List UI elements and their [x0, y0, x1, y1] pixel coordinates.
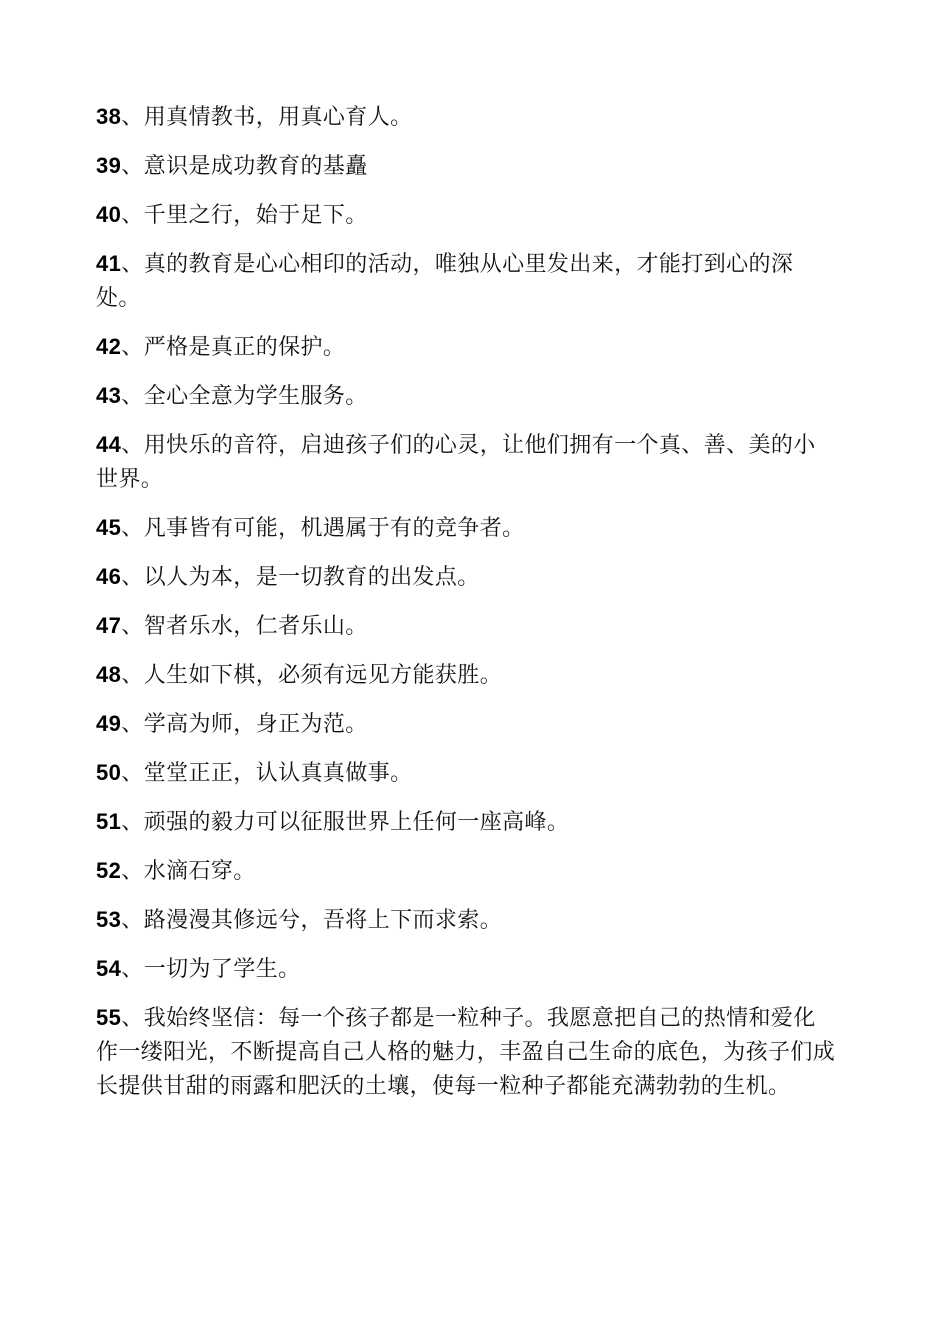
quote-item: [96, 952, 836, 987]
quote-text: 一切为了学生。: [143, 957, 301, 982]
quote-text: 水滴石穿。: [143, 859, 256, 884]
quote-number: 47: [96, 613, 122, 638]
quote-number: 38: [96, 104, 122, 129]
quote-item: [96, 100, 836, 135]
quote-number: 46: [96, 564, 122, 589]
quote-text: 人生如下棋，必须有远见方能获胜。: [143, 663, 503, 688]
quote-text: 凡事皆有可能，机遇属于有的竞争者。: [143, 516, 525, 541]
quote-number: 52: [96, 858, 122, 883]
quote-text: 以人为本，是一切教育的出发点。: [143, 565, 480, 590]
quote-number: 43: [96, 383, 122, 408]
quote-number: 51: [96, 809, 122, 834]
quote-text: 学高为师，身正为范。: [143, 712, 368, 737]
quote-number: 39: [96, 153, 122, 178]
quote-separator: 、: [121, 154, 144, 179]
document-page: [96, 100, 836, 1118]
quote-text: 用快乐的音符，启迪孩子们的心灵，让他们拥有一个真、善、美的小世界。: [96, 433, 816, 492]
quote-item: [96, 805, 836, 840]
quote-item: [96, 428, 836, 497]
quote-text: 顽强的毅力可以征服世界上任何一座高峰。: [143, 810, 570, 835]
quote-separator: 、: [121, 957, 144, 982]
quote-separator: 、: [121, 203, 144, 228]
quote-separator: 、: [121, 810, 144, 835]
quote-number: 53: [96, 907, 122, 932]
quote-item: [96, 247, 836, 316]
quote-item: [96, 658, 836, 693]
quote-separator: 、: [121, 712, 144, 737]
quote-text: 全心全意为学生服务。: [143, 384, 368, 409]
quote-text: 严格是真正的保护。: [143, 335, 346, 360]
quote-separator: 、: [121, 908, 144, 933]
quote-text: 真的教育是心心相印的活动，唯独从心里发出来，才能打到心的深处。: [96, 252, 794, 311]
quote-number: 40: [96, 202, 122, 227]
quote-number: 49: [96, 711, 122, 736]
quote-item: [96, 756, 836, 791]
quote-text: 意识是成功教育的基矗: [143, 154, 368, 179]
quote-item: [96, 854, 836, 889]
quote-separator: 、: [121, 105, 144, 130]
quote-item: [96, 511, 836, 546]
quote-separator: 、: [121, 384, 144, 409]
quote-item: [96, 609, 836, 644]
quote-number: 54: [96, 956, 122, 981]
quote-separator: 、: [121, 565, 144, 590]
quote-text: 智者乐水，仁者乐山。: [143, 614, 368, 639]
quote-item: [96, 379, 836, 414]
quote-separator: 、: [121, 252, 144, 277]
quote-separator: 、: [121, 433, 144, 458]
quote-item: [96, 707, 836, 742]
quote-number: 50: [96, 760, 122, 785]
quote-number: 44: [96, 432, 122, 457]
quote-text: 我始终坚信：每一个孩子都是一粒种子。我愿意把自己的热情和爱化作一缕阳光，不断提高自己人格的魅力，丰盈自己生命的底色，为孩子们成长提供甘甜的雨露和肥沃的土壤，使每一粒种子都能充满勃勃的生机。: [96, 1006, 836, 1099]
quote-separator: 、: [121, 663, 144, 688]
quote-item: [96, 149, 836, 184]
quote-text: 路漫漫其修远兮，吾将上下而求索。: [143, 908, 503, 933]
quote-text: 堂堂正正，认认真真做事。: [143, 761, 413, 786]
quote-separator: 、: [121, 1006, 144, 1031]
quote-text: 用真情教书，用真心育人。: [143, 105, 413, 130]
quote-number: 48: [96, 662, 122, 687]
quote-separator: 、: [121, 516, 144, 541]
quote-item: [96, 560, 836, 595]
quote-number: 55: [96, 1005, 122, 1030]
quote-separator: 、: [121, 335, 144, 360]
quote-number: 41: [96, 251, 122, 276]
quote-text: 千里之行，始于足下。: [143, 203, 368, 228]
quote-item: [96, 1001, 836, 1104]
quote-number: 45: [96, 515, 122, 540]
quote-item: [96, 903, 836, 938]
quote-separator: 、: [121, 761, 144, 786]
quote-item: [96, 198, 836, 233]
quote-item: [96, 330, 836, 365]
quote-separator: 、: [121, 614, 144, 639]
quote-separator: 、: [121, 859, 144, 884]
quote-number: 42: [96, 334, 122, 359]
